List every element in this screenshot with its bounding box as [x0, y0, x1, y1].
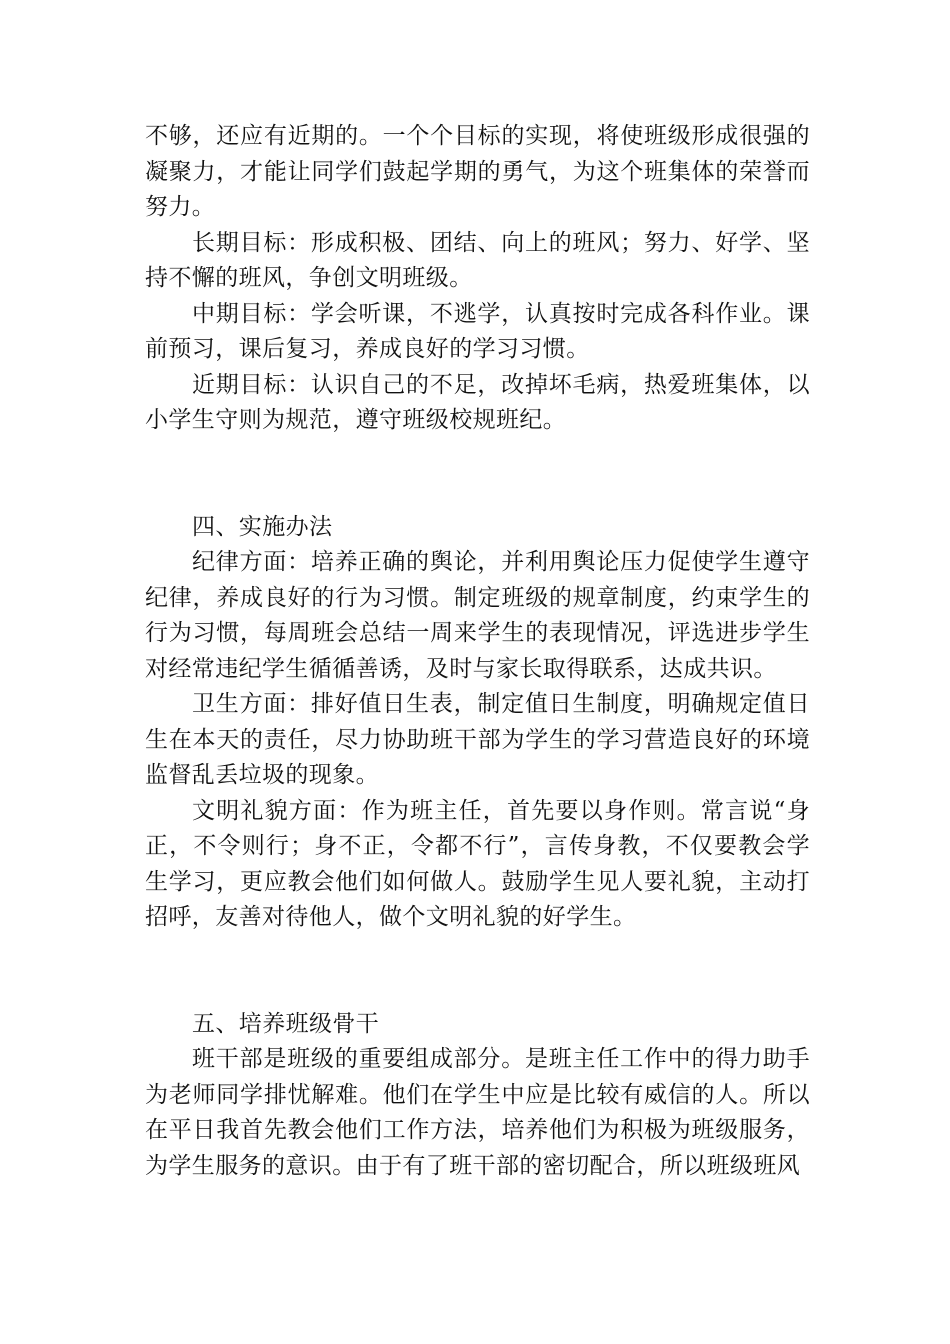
section-4-heading: 四、实施办法: [192, 513, 333, 540]
courtesy-paragraph: 文明礼貌方面：作为班主任，首先要以身作则。常言说“身正，不令则行；身不正，令都不行”，言传身教，不仅要教会学生学习，更应教会他们如何做人。鼓励学生见人要礼貌，主动打招呼，友善对待他人，做个文明礼貌的好学生。: [145, 797, 810, 930]
document-page: [145, 119, 810, 1184]
mid-term-goal-paragraph: 中期目标：学会听课，不逃学，认真按时完成各科作业。课前预习，课后复习，养成良好的学习习惯。: [145, 300, 810, 362]
class-cadre-paragraph: 班干部是班级的重要组成部分。是班主任工作中的得力助手为老师同学排忧解难。他们在学生中应是比较有威信的人。所以在平日我首先教会他们工作方法，培养他们为积极为班级服务，为学生服务的意识。由于有了班干部的密切配合，所以班级班风: [145, 1046, 810, 1179]
discipline-paragraph: 纪律方面：培养正确的舆论，并利用舆论压力促使学生遵守纪律，养成良好的行为习惯。制定班级的规章制度，约束学生的行为习惯，每周班会总结一周来学生的表现情况，评选进步学生对经常违纪学生循循善诱，及时与家长取得联系，达成共识。: [145, 549, 810, 682]
intro-paragraph: 不够，还应有近期的。一个个目标的实现，将使班级形成很强的凝聚力，才能让同学们鼓起学期的勇气，为这个班集体的荣誉而努力。: [145, 123, 810, 220]
long-term-goal-paragraph: 长期目标：形成积极、团结、向上的班风；努力、好学、坚持不懈的班风，争创文明班级。: [145, 229, 810, 291]
short-term-goal-paragraph: 近期目标：认识自己的不足，改掉坏毛病，热爱班集体，以小学生守则为规范，遵守班级校规班纪。: [145, 371, 810, 433]
section-5-heading: 五、培养班级骨干: [192, 1010, 380, 1037]
hygiene-paragraph: 卫生方面：排好值日生表，制定值日生制度，明确规定值日生在本天的责任，尽力协助班干部为学生的学习营造良好的环境监督乱丢垃圾的现象。: [145, 691, 810, 788]
